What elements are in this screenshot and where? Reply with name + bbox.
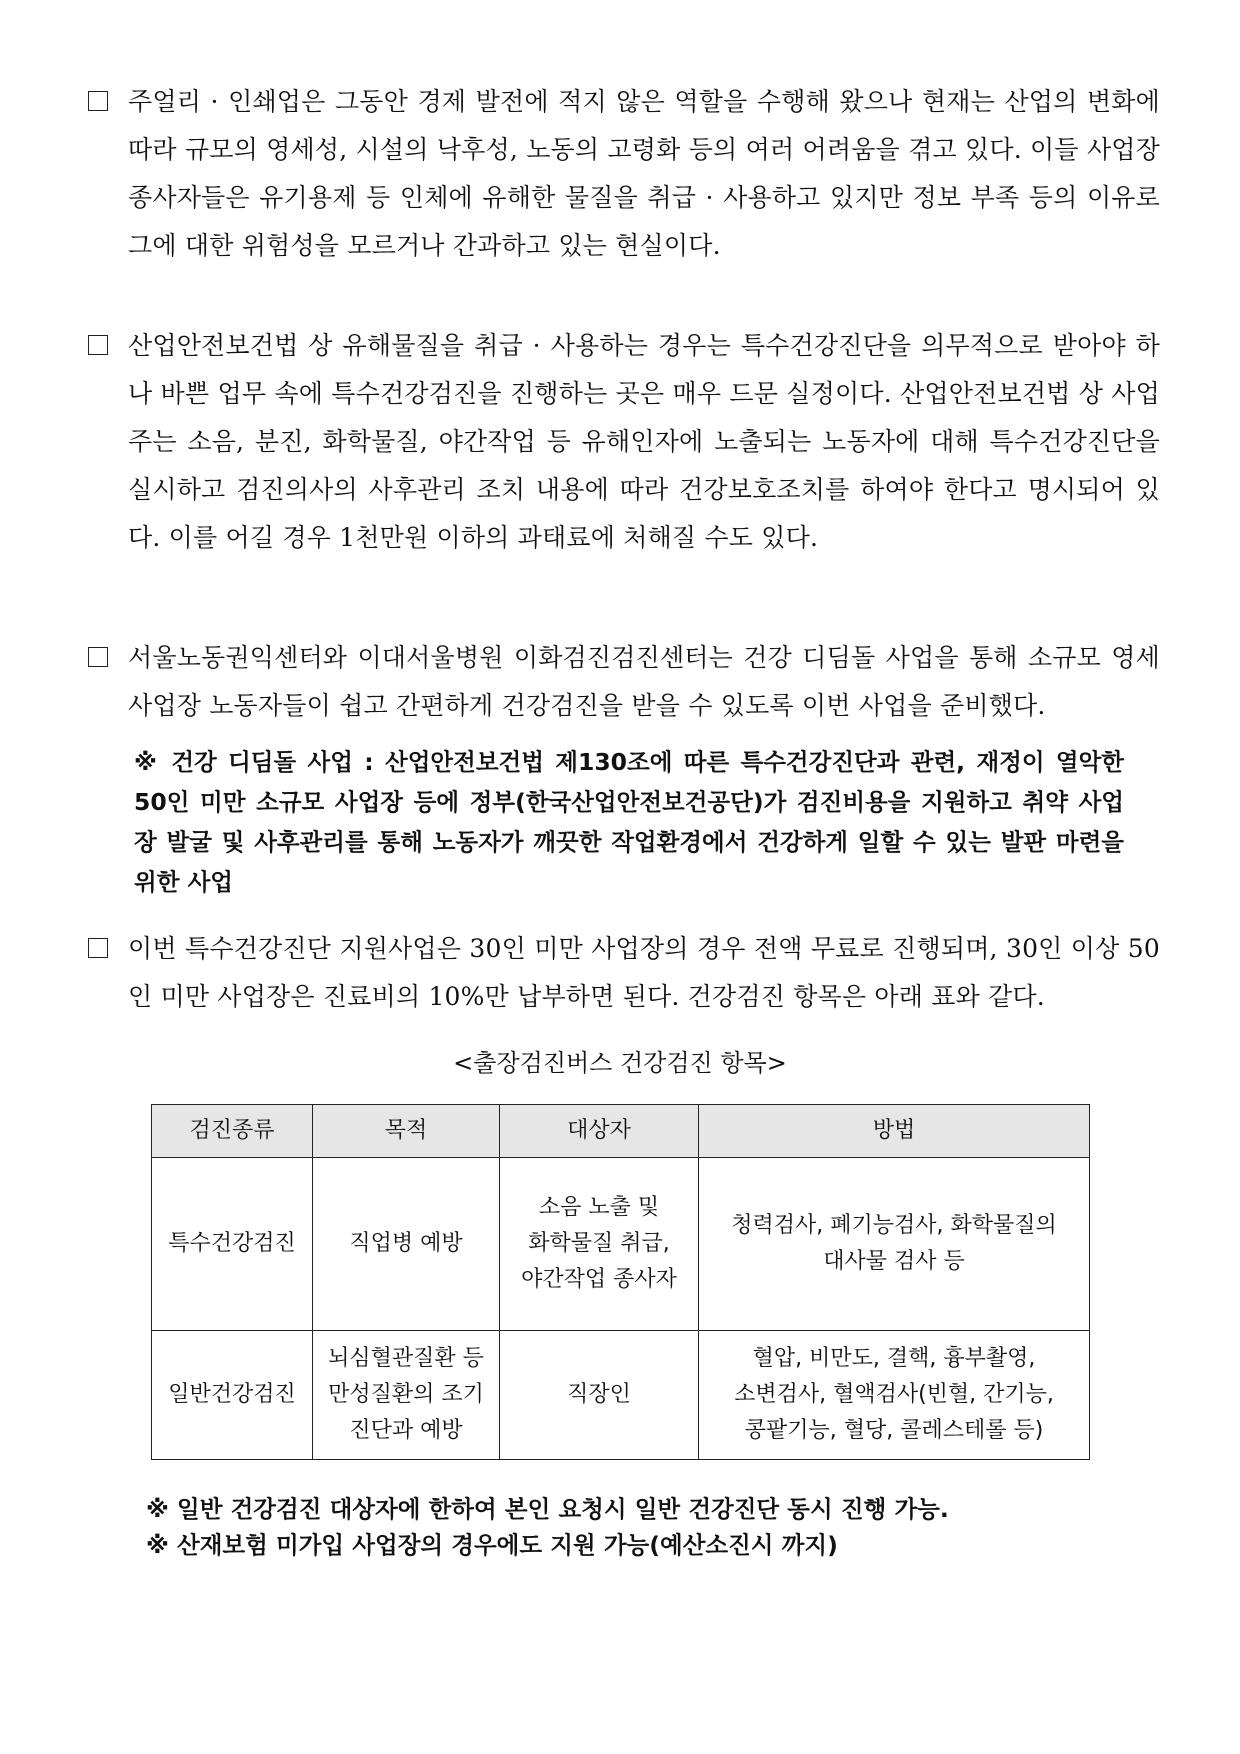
paragraph-2: 산업안전보건법 상 유해물질을 취급 · 사용하는 경우는 특수건강진단을 의무적으로 받아야 하나 바쁜 업무 속에 특수건강검진을 진행하는 곳은 매우 드문 실정이다. 산업안전보건법 상 사업주는 소음, 분진, 화학물질, 야간작업 등 유해인자에 노출되는 노동자에 대해 특수건강진단을 실시하고 검진의사의 사후관리 조치 내용에 따라 건강보호조치를 하여야 한다고 명시되어 있다. 이를 어길 경우 1천만원 이하의 과태료에 처해질 수도 있다.: [88, 322, 1160, 562]
cell-type: 특수건강검진: [152, 1158, 313, 1331]
checkbox-square-icon: [88, 91, 108, 111]
program-note: ※ 건강 디딤돌 사업 : 산업안전보건법 제130조에 따른 특수건강진단과 관련, 재정이 열악한 50인 미만 소규모 사업장 등에 정부(한국산업안전보건공단)가 검진비용을 지원하고 취약 사업장 발굴 및 사후관리를 통해 노동자가 깨끗한 작업환경에서 건강하게 일할 수 있는 발판 마련을 위한 사업: [134, 748, 1124, 896]
cell-purpose: 뇌심혈관질환 등 만성질환의 조기 진단과 예방: [313, 1331, 500, 1460]
cell-target: 직장인: [500, 1331, 699, 1460]
table-caption: <출장검진버스 건강검진 항목>: [453, 1049, 787, 1077]
checkbox-square-icon: [88, 647, 108, 667]
paragraph-3: 서울노동권익센터와 이대서울병원 이화검진검진센터는 건강 디딤돌 사업을 통해 소규모 영세사업장 노동자들이 쉽고 간편하게 건강검진을 받을 수 있도록 이번 사업을 준비했다.: [88, 634, 1160, 730]
cell-purpose: 직업병 예방: [313, 1158, 500, 1331]
checkbox-square-icon: [88, 335, 108, 355]
header-method: 방법: [699, 1105, 1090, 1158]
paragraph-1: 주얼리 · 인쇄업은 그동안 경제 발전에 적지 않은 역할을 수행해 왔으나 현재는 산업의 변화에 따라 규모의 영세성, 시설의 낙후성, 노동의 고령화 등의 여러 어려움을 겪고 있다. 이들 사업장 종사자들은 유기용제 등 인체에 유해한 물질을 취급 · 사용하고 있지만 정보 부족 등의 이유로 그에 대한 위험성을 모르거나 간과하고 있는 현실이다.: [88, 78, 1160, 270]
paragraph-4: 이번 특수건강진단 지원사업은 30인 미만 사업장의 경우 전액 무료로 진행되며, 30인 이상 50인 미만 사업장은 진료비의 10%만 납부하면 된다. 건강검진 항목은 아래 표와 같다.: [88, 925, 1160, 1021]
header-purpose: 목적: [313, 1105, 500, 1158]
header-type: 검진종류: [152, 1105, 313, 1158]
table-row: [152, 1331, 1090, 1460]
footnote-1: ※ 일반 건강검진 대상자에 한하여 본인 요청시 일반 건강진단 동시 진행 가능.: [146, 1495, 949, 1523]
cell-method: 청력검사, 폐기능검사, 화학물질의 대사물 검사 등: [699, 1158, 1090, 1331]
footnote-2: ※ 산재보험 미가입 사업장의 경우에도 지원 가능(예산소진시 까지): [146, 1531, 838, 1559]
table-row: [152, 1158, 1090, 1331]
table-header-row: [152, 1105, 1090, 1158]
checkup-table: [151, 1104, 1090, 1460]
cell-method: 혈압, 비만도, 결핵, 흉부촬영, 소변검사, 혈액검사(빈혈, 간기능, 콩팥기능, 혈당, 콜레스테롤 등): [699, 1331, 1090, 1460]
cell-type: 일반건강검진: [152, 1331, 313, 1460]
footnotes: [146, 1491, 1146, 1563]
cell-target: 소음 노출 및 화학물질 취급, 야간작업 종사자: [500, 1158, 699, 1331]
checkbox-square-icon: [88, 938, 108, 958]
header-target: 대상자: [500, 1105, 699, 1158]
